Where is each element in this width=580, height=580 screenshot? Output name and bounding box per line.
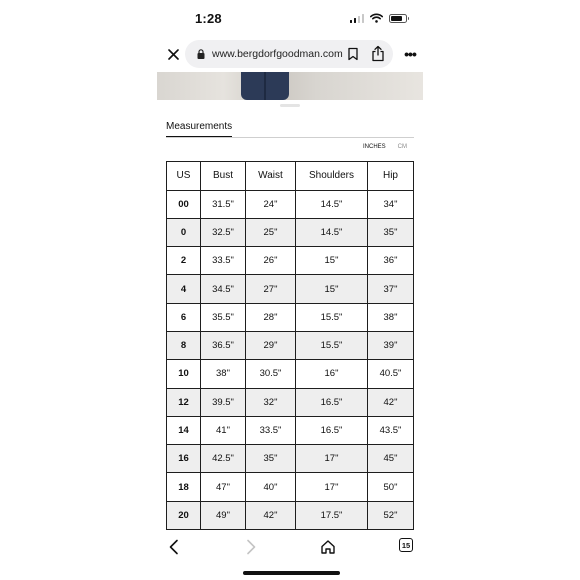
table-row <box>167 416 414 444</box>
wifi-icon <box>370 13 383 23</box>
table-row <box>167 473 414 501</box>
size-table-viewport <box>157 161 423 531</box>
cell-us: 20 <box>167 501 201 529</box>
cell-shoulders: 15" <box>296 275 368 303</box>
cell-hip: 43.5" <box>368 416 414 444</box>
cell-waist: 30.5" <box>246 360 296 388</box>
cell-hip: 39" <box>368 331 414 359</box>
address-bar[interactable] <box>185 40 393 68</box>
tab-count: 15 <box>401 540 411 550</box>
sheet-grabber-handle[interactable] <box>280 104 300 107</box>
cell-shoulders: 16.5" <box>296 388 368 416</box>
cell-us: 10 <box>167 360 201 388</box>
cell-shoulders: 16.5" <box>296 416 368 444</box>
cell-waist: 40" <box>246 473 296 501</box>
home-indicator[interactable] <box>243 571 340 575</box>
header-us: US <box>167 162 201 191</box>
cell-us: 8 <box>167 331 201 359</box>
cell-us: 4 <box>167 275 201 303</box>
header-shoulders: Shoulders <box>296 162 368 191</box>
cell-shoulders: 17.5" <box>296 501 368 529</box>
cell-hip: 35" <box>368 218 414 246</box>
cell-hip: 38" <box>368 303 414 331</box>
cell-us: 00 <box>167 190 201 218</box>
more-dots-icon: ••• <box>404 46 416 62</box>
cell-hip: 42" <box>368 388 414 416</box>
cell-bust: 49" <box>201 501 246 529</box>
cell-shoulders: 15.5" <box>296 303 368 331</box>
lock-icon <box>195 48 207 60</box>
size-chart-table <box>166 161 414 530</box>
share-icon[interactable] <box>371 45 385 62</box>
table-row <box>167 388 414 416</box>
header-waist: Waist <box>246 162 296 191</box>
unit-toggle <box>363 144 407 150</box>
table-row <box>167 445 414 473</box>
cell-us: 14 <box>167 416 201 444</box>
cell-bust: 39.5" <box>201 388 246 416</box>
cell-bust: 31.5" <box>201 190 246 218</box>
cell-shoulders: 14.5" <box>296 218 368 246</box>
more-options-button[interactable] <box>401 44 419 64</box>
back-arrow-icon[interactable] <box>168 539 180 555</box>
cell-waist: 27" <box>246 275 296 303</box>
cell-hip: 40.5" <box>368 360 414 388</box>
status-indicators <box>350 13 408 23</box>
cell-us: 6 <box>167 303 201 331</box>
bookmark-icon[interactable] <box>347 47 359 61</box>
cell-waist: 29" <box>246 331 296 359</box>
cell-shoulders: 14.5" <box>296 190 368 218</box>
cell-hip: 50" <box>368 473 414 501</box>
cell-bust: 35.5" <box>201 303 246 331</box>
url-text: www.bergdorfgoodman.com <box>212 48 343 60</box>
cell-bust: 41" <box>201 416 246 444</box>
table-row <box>167 190 414 218</box>
cell-bust: 38" <box>201 360 246 388</box>
size-table-body <box>167 190 414 530</box>
table-row <box>167 331 414 359</box>
status-time: 1:28 <box>195 11 222 26</box>
cell-bust: 34.5" <box>201 275 246 303</box>
table-row <box>167 218 414 246</box>
close-button[interactable] <box>163 44 183 64</box>
cell-hip: 34" <box>368 190 414 218</box>
table-row <box>167 275 414 303</box>
cell-hip: 52" <box>368 501 414 529</box>
battery-level <box>391 16 402 21</box>
cell-waist: 32" <box>246 388 296 416</box>
cell-us: 2 <box>167 247 201 275</box>
cell-hip: 36" <box>368 247 414 275</box>
cell-hip: 37" <box>368 275 414 303</box>
cell-bust: 47" <box>201 473 246 501</box>
table-header-row <box>167 162 414 191</box>
cell-shoulders: 16" <box>296 360 368 388</box>
cell-us: 18 <box>167 473 201 501</box>
table-row <box>167 247 414 275</box>
header-hip: Hip <box>368 162 414 191</box>
cell-shoulders: 17" <box>296 445 368 473</box>
phone-screen <box>157 0 423 580</box>
product-image <box>157 72 423 100</box>
cell-waist: 35" <box>246 445 296 473</box>
battery-icon <box>389 14 407 23</box>
cell-waist: 28" <box>246 303 296 331</box>
cell-us: 16 <box>167 445 201 473</box>
tab-divider <box>166 137 414 138</box>
close-icon <box>168 49 179 60</box>
tab-measurements[interactable]: Measurements <box>166 121 233 132</box>
cell-shoulders: 15" <box>296 247 368 275</box>
product-image-jeans <box>241 72 289 100</box>
cell-bust: 32.5" <box>201 218 246 246</box>
cell-waist: 42" <box>246 501 296 529</box>
cell-us: 12 <box>167 388 201 416</box>
cell-waist: 33.5" <box>246 416 296 444</box>
forward-arrow-icon[interactable] <box>245 539 257 555</box>
unit-inches-button[interactable]: INCHES <box>362 144 386 150</box>
table-row <box>167 360 414 388</box>
cell-shoulders: 17" <box>296 473 368 501</box>
home-icon[interactable] <box>320 539 336 555</box>
tabs-button[interactable] <box>399 538 413 552</box>
table-row <box>167 303 414 331</box>
cell-waist: 26" <box>246 247 296 275</box>
cell-shoulders: 15.5" <box>296 331 368 359</box>
unit-cm-button[interactable]: CM <box>397 144 407 150</box>
cell-bust: 42.5" <box>201 445 246 473</box>
cellular-signal-icon <box>350 13 365 23</box>
cell-waist: 25" <box>246 218 296 246</box>
header-bust: Bust <box>201 162 246 191</box>
table-row <box>167 501 414 529</box>
cell-bust: 33.5" <box>201 247 246 275</box>
cell-hip: 45" <box>368 445 414 473</box>
cell-us: 0 <box>167 218 201 246</box>
cell-bust: 36.5" <box>201 331 246 359</box>
cell-waist: 24" <box>246 190 296 218</box>
